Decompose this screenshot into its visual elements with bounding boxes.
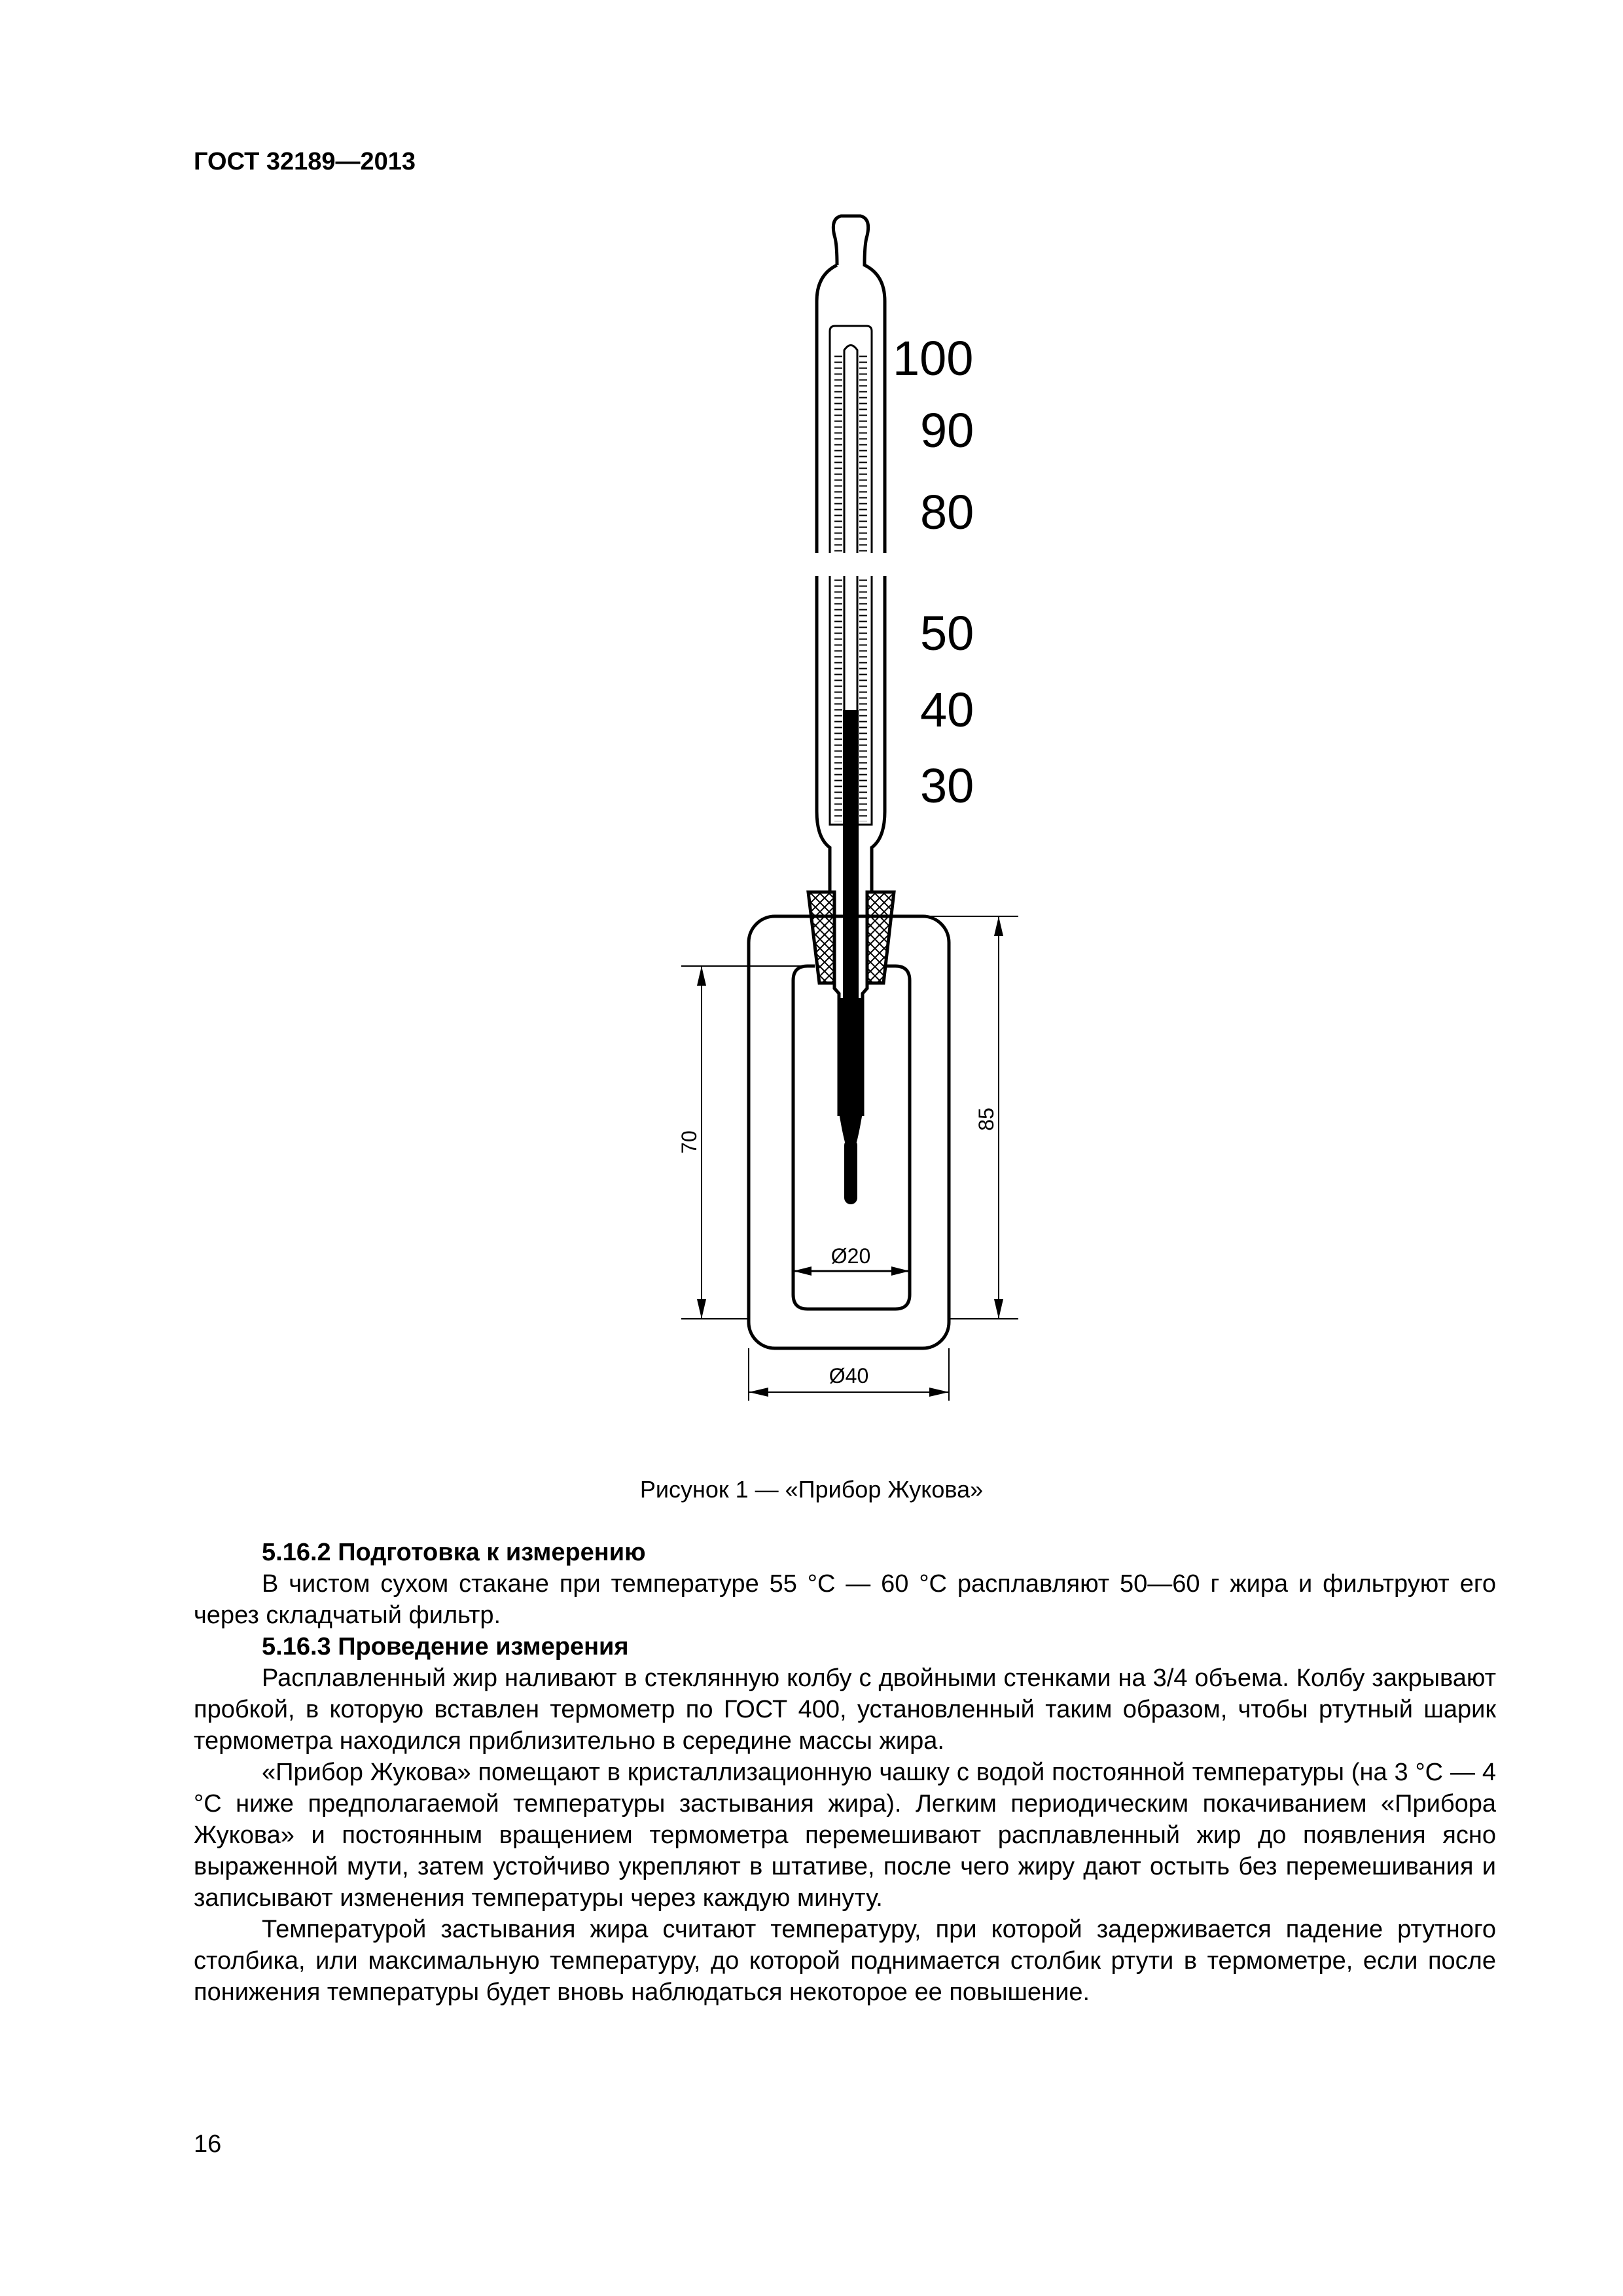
section-title-measurement: 5.16.3 Проведение измерения — [262, 1633, 629, 1660]
mercury-bulb — [844, 1139, 857, 1204]
dim-label-height-inner: 70 — [677, 1130, 701, 1154]
paragraph: «Прибор Жукова» помещают в кристаллизационную чашку с водой постоянной температуры (на 3 °С — 4 °С ниже предполагаемой температуры застывания жира). Легким периодическим покачиванием «Прибора Жукова» и постоянным вращением термометра перемешивают расплавленный жир до появления ясно выраженной мути, затем устойчиво укрепляют в штативе, после чего жиру дают остыть без перемешивания и записывают изменения температуры через каждую минуту. — [194, 1759, 1496, 1912]
cork-left — [808, 892, 834, 983]
figure-caption: Рисунок 1 — «Прибор Жукова» — [639, 1476, 984, 1503]
dim-label-height-outer: 85 — [974, 1107, 998, 1131]
scale-label-50: 50 — [920, 606, 974, 660]
cork-right — [867, 892, 894, 983]
section-title-preparation: 5.16.2 Подготовка к измерению — [262, 1539, 646, 1566]
dim-label-outer-diameter: Ø40 — [829, 1364, 869, 1388]
paragraph: Температурой застывания жира считают температуру, при которой задерживается падение ртутного столбика, или максимальную температуру, до которой поднимается столбик ртути в термометре, если после понижения температуры будет вновь наблюдаться некоторое ее повышение. — [194, 1916, 1496, 2006]
scale-label-80: 80 — [920, 485, 974, 539]
document-header: ГОСТ 32189—2013 — [194, 148, 416, 175]
dim-label-inner-diameter: Ø20 — [830, 1244, 871, 1268]
thermometer-tip — [817, 216, 885, 553]
scale-label-100: 100 — [893, 331, 974, 386]
scale-label-30: 30 — [920, 759, 974, 813]
scale-label-90: 90 — [920, 403, 974, 457]
paragraph: Расплавленный жир наливают в стеклянную колбу с двойными стенками на 3/4 объема. Колбу закрывают пробкой, в которую вставлен термометр по ГОСТ 400, установленный таким образом, чтобы ртутный шарик термометра находился приблизительно в середине массы жира. — [194, 1664, 1496, 1755]
body-text — [194, 1537, 1496, 2008]
page-number: 16 — [194, 2130, 222, 2158]
mercury-column — [843, 710, 859, 998]
paragraph: В чистом сухом стакане при температуре 55 °С — 60 °С расплавляют 50—60 г жира и фильтруют его через складчатый фильтр. — [194, 1570, 1496, 1629]
capillary-upper — [844, 346, 857, 554]
scale-label-40: 40 — [920, 683, 974, 737]
